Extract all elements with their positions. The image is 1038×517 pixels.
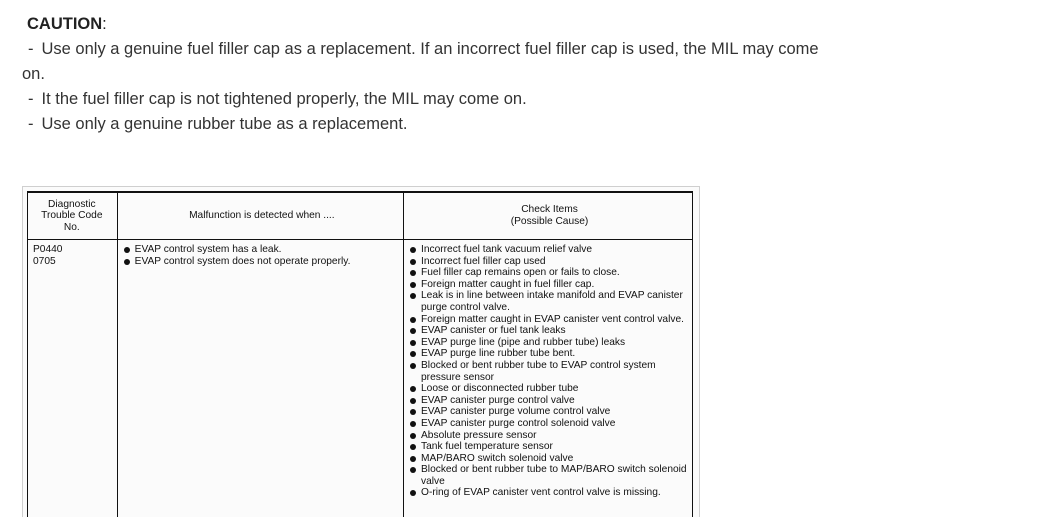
list-item: EVAP canister purge control solenoid valve [408, 418, 691, 430]
header-code-line: No. [63, 221, 80, 233]
caution-block [22, 12, 822, 137]
list-item: Incorrect fuel tank vacuum relief valve [408, 244, 691, 256]
caution-line: - It the fuel filler cap is not tightened properly, the MIL may come on. [28, 90, 527, 108]
caution-title-colon: : [102, 15, 107, 33]
caution-title-text: CAUTION [27, 15, 103, 33]
list-item: Blocked or bent rubber tube to MAP/BARO switch solenoid valve [408, 464, 691, 487]
list-item: EVAP control system does not operate properly. [122, 256, 402, 268]
table-row [28, 240, 693, 517]
list-item: Incorrect fuel filler cap used [408, 256, 691, 268]
list-item: EVAP canister purge volume control valve [408, 406, 691, 418]
cell-check-items [404, 240, 693, 517]
table-header-row [28, 192, 693, 240]
list-item: Tank fuel temperature sensor [408, 441, 691, 453]
dtc-table-image [22, 186, 700, 517]
list-item: Foreign matter caught in EVAP canister vent control valve. [408, 314, 691, 326]
list-item: EVAP control system has a leak. [122, 244, 402, 256]
cell-malfunctions [117, 240, 403, 517]
header-code-line: Diagnostic [48, 198, 96, 210]
header-malfunction: Malfunction is detected when .... [117, 192, 403, 240]
list-item: Blocked or bent rubber tube to EVAP control system pressure sensor [408, 360, 691, 383]
header-check-items [404, 192, 693, 240]
dtc-table [27, 191, 693, 517]
header-check-line: (Possible Cause) [510, 216, 589, 227]
caution-line: - Use only a genuine fuel filler cap as a replacement. If an incorrect fuel filler cap is used, the MIL may come on. [22, 40, 819, 83]
caution-line-text: It the fuel filler cap is not tightened properly, the MIL may come on. [41, 90, 527, 108]
caution-title [22, 12, 822, 37]
malfunction-list [122, 244, 402, 267]
list-item: EVAP purge line (pipe and rubber tube) leaks [408, 337, 691, 349]
header-code [28, 192, 118, 240]
list-item: Foreign matter caught in fuel filler cap. [408, 279, 691, 291]
list-item: EVAP canister purge control valve [408, 395, 691, 407]
list-item: Loose or disconnected rubber tube [408, 383, 691, 395]
header-check-line: Check Items [521, 204, 578, 216]
cell-codes [28, 240, 118, 517]
caution-line: - Use only a genuine rubber tube as a replacement. [28, 115, 408, 133]
list-item: EVAP purge line rubber tube bent. [408, 348, 691, 360]
caution-line-text: Use only a genuine rubber tube as a replacement. [41, 115, 408, 133]
dtc-code: P0440 [33, 244, 63, 255]
check-items-list [408, 244, 691, 499]
list-item: Leak is in line between intake manifold and EVAP canister purge control valve. [408, 290, 691, 313]
list-item: EVAP canister or fuel tank leaks [408, 325, 691, 337]
list-item: O-ring of EVAP canister vent control valve is missing. [408, 487, 691, 499]
list-item: Absolute pressure sensor [408, 430, 691, 442]
dtc-code: 0705 [33, 255, 56, 267]
list-item: Fuel filler cap remains open or fails to close. [408, 267, 691, 279]
caution-line-text: Use only a genuine fuel filler cap as a replacement. If an incorrect fuel filler cap is used, the MIL may come on. [22, 40, 819, 83]
list-item: MAP/BARO switch solenoid valve [408, 453, 691, 465]
header-code-line: Trouble Code [41, 210, 103, 222]
